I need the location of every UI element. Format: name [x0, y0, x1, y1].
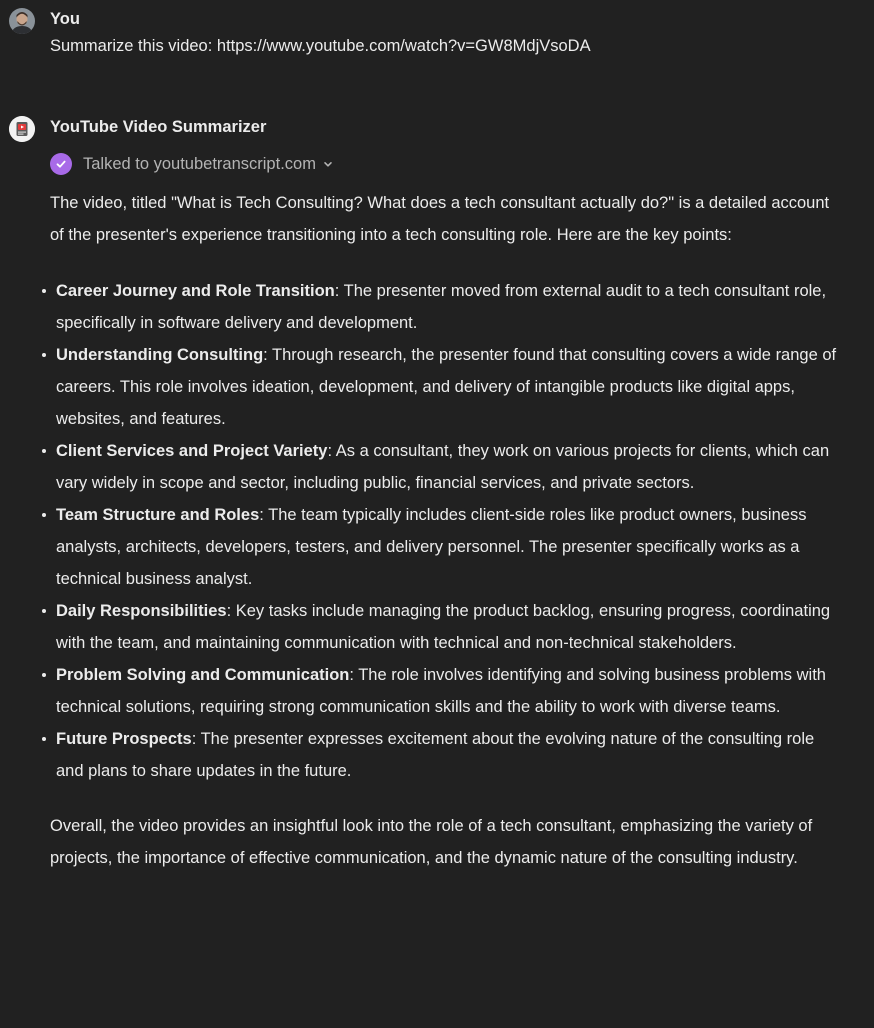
- point-title: Problem Solving and Communication: [56, 666, 350, 684]
- point-title: Future Prospects: [56, 730, 192, 748]
- check-circle-icon: [50, 153, 72, 175]
- point-text: : Through research, the presenter found that consulting covers a wide range of careers. This role involves ideation, development, and delivery of intangible products like digital apps, websites, and features.: [56, 346, 837, 428]
- gpt-avatar[interactable]: [9, 116, 35, 142]
- user-message-text: Summarize this video: https://www.youtube.com/watch?v=GW8MdjVsoDA: [50, 37, 591, 55]
- point-text: : The team typically includes client-side roles like product owners, business analysts, architects, developers, testers, and delivery personnel. The presenter specifically works as a technical business analyst.: [56, 506, 807, 588]
- point-text: : As a consultant, they work on various projects for clients, which can vary widely in scope and sector, including public, financial services, and private sectors.: [56, 442, 830, 492]
- point-title: Daily Responsibilities: [56, 602, 227, 620]
- point-text: : The presenter moved from external audit to a tech consultant role, specifically in software delivery and development.: [56, 282, 827, 332]
- conclusion-paragraph: Overall, the video provides an insightful look into the role of a tech consultant, emphasizing the variety of projects, the importance of effective communication, and the dynamic nature of the consulting industry.: [50, 817, 813, 867]
- point-title: Understanding Consulting: [56, 346, 264, 364]
- point-text: : The role involves identifying and solving business problems with technical solutions, requiring strong communication skills and the ability to work with diverse teams.: [56, 666, 826, 716]
- point-title: Client Services and Project Variety: [56, 442, 328, 460]
- tool-status-text: Talked to youtubetranscript.com: [83, 154, 316, 173]
- list-item: [50, 595, 840, 659]
- list-item: [50, 435, 840, 499]
- assistant-name: YouTube Video Summarizer: [50, 118, 267, 136]
- point-text: : Key tasks include managing the product backlog, ensuring progress, coordinating with the team, and maintaining communication with technical and non-technical stakeholders.: [56, 602, 831, 652]
- point-title: Career Journey and Role Transition: [56, 282, 335, 300]
- point-text: : The presenter expresses excitement about the evolving nature of the consulting role and plans to share updates in the future.: [56, 730, 815, 780]
- list-item: [50, 339, 840, 435]
- list-item: [50, 499, 840, 595]
- assistant-response: [50, 187, 840, 874]
- point-title: Team Structure and Roles: [56, 506, 260, 524]
- key-points-list: [50, 275, 840, 787]
- intro-paragraph: The video, titled "What is Tech Consulting? What does a tech consultant actually do?" is a detailed account of the presenter's experience transitioning into a tech consulting role. Here are the key points:: [50, 194, 830, 244]
- youtube-summarizer-icon: [9, 116, 35, 142]
- list-item: [50, 275, 840, 339]
- chevron-down-icon: [322, 158, 334, 170]
- tool-status-toggle[interactable]: [50, 152, 334, 176]
- user-name: You: [50, 10, 80, 28]
- list-item: [50, 659, 840, 723]
- list-item: [50, 723, 840, 787]
